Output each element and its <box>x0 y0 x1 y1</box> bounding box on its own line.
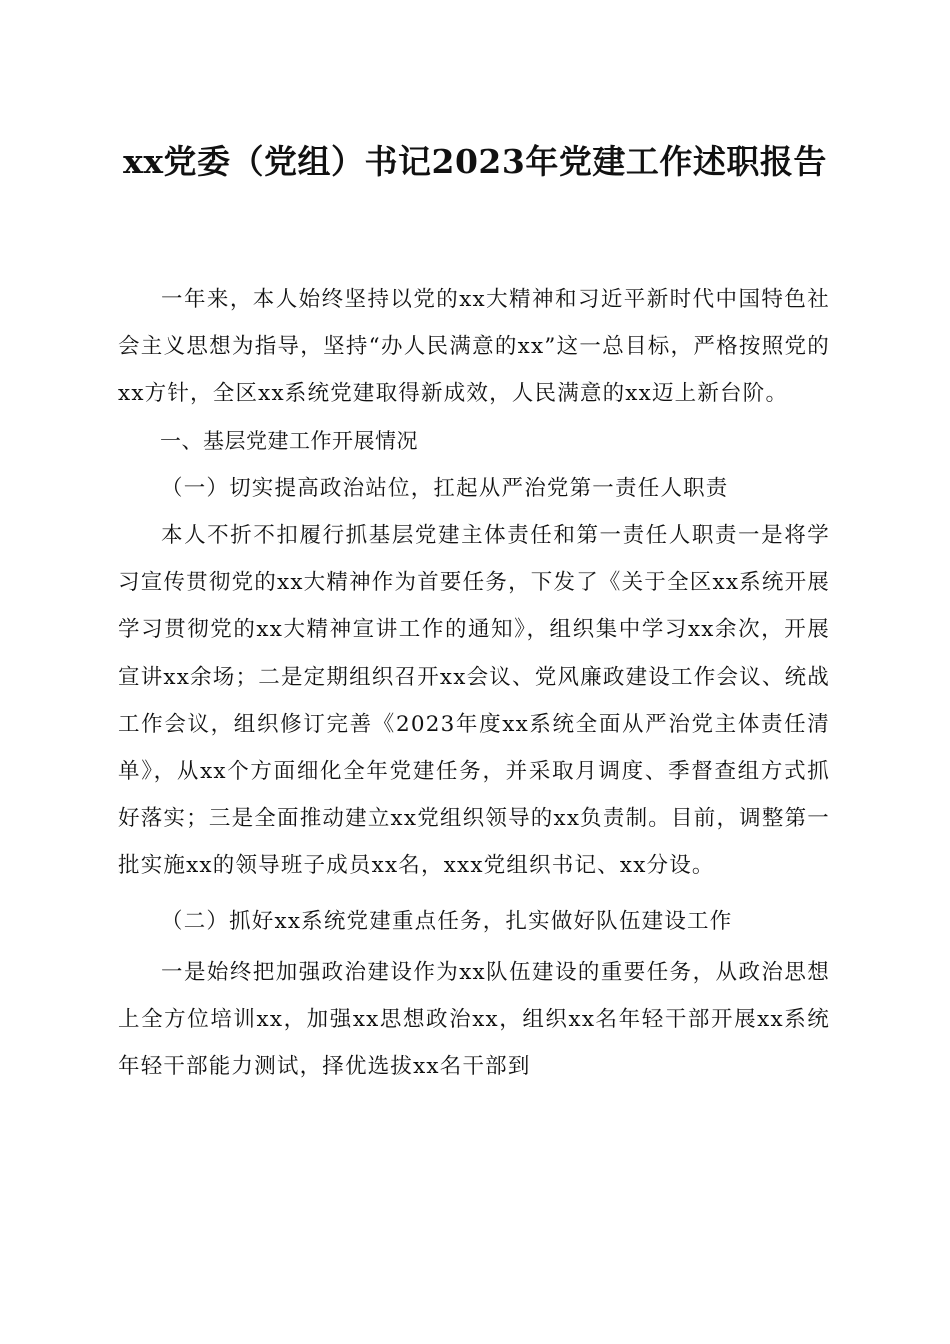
section-heading-1: 一、基层党建工作开展情况 <box>160 428 418 453</box>
document-body <box>118 276 830 1090</box>
intro-paragraph: 一年来，本人始终坚持以党的xx大精神和习近平新时代中国特色社会主义思想为指导，坚持“办人民满意的xx”这一总目标，严格按照党的xx方针，全区xx系统党建取得新成效，人民满意的xx迈上新台阶。 <box>118 287 830 407</box>
subsection-paragraph-2: 一是始终把加强政治建设作为xx队伍建设的重要任务，从政治思想上全方位培训xx，加强xx思想政治xx，组织xx名年轻干部开展xx系统年轻干部能力测试，择优选拔xx名干部到 <box>118 959 830 1080</box>
subsection-heading-1: （一）切实提高政治站位，扛起从严治党第一责任人职责 <box>161 475 729 501</box>
document-title: xx党委（党组）书记2023年党建工作述职报告 <box>123 142 827 181</box>
subsection-paragraph-1: 本人不折不扣履行抓基层党建主体责任和第一责任人职责一是将学习宣传贯彻党的xx大精神作为首要任务，下发了《关于全区xx系统开展学习贯彻党的xx大精神宣讲工作的通知》，组织集中学习xx余次，开展宣讲xx余场；二是定期组织召开xx会议、党风廉政建设工作会议、统战工作会议，组织修订完善《2023年度xx系统全面从严治党主体责任清单》，从xx个方面细化全年党建任务，并采取月调度、季督查组方式抓好落实；三是全面推动建立xx党组织领导的xx负责制。目前，调整第一批实施xx的领导班子成员xx名，xxx党组织书记、xx分设。 <box>118 523 830 879</box>
subsection-heading-2: （二）抓好xx系统党建重点任务，扎实做好队伍建设工作 <box>161 908 733 934</box>
